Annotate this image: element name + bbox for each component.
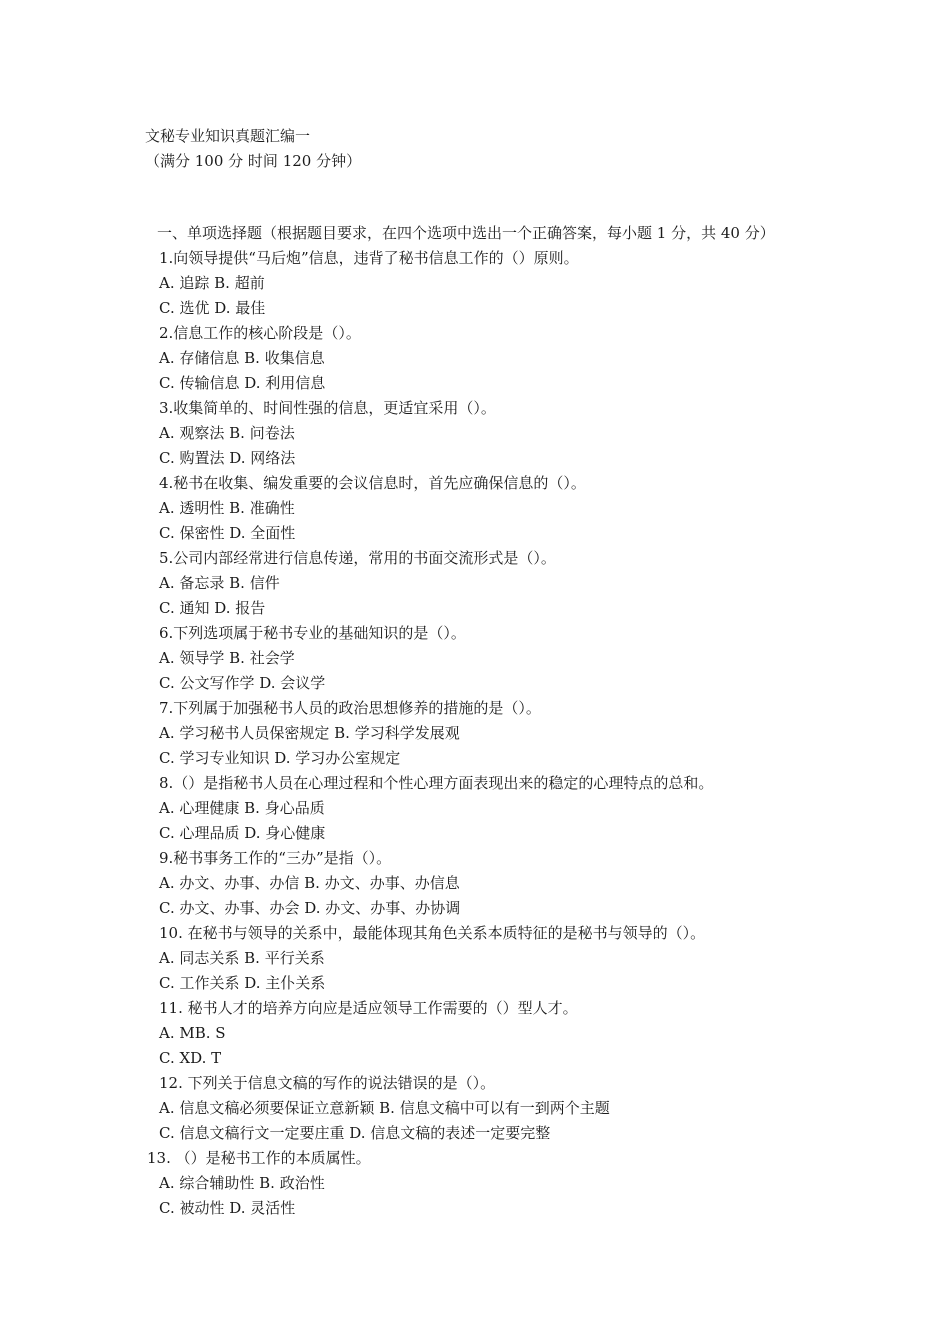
- question-stem: 11. 秘书人才的培养方向应是适应领导工作需要的（）型人才。: [159, 999, 578, 1017]
- section-heading: 一、单项选择题（根据题目要求，在四个选项中选出一个正确答案，每小题 1 分，共 40 分）: [157, 224, 775, 242]
- question-6: [145, 621, 935, 696]
- question-options-cd: C. 信息文稿行文一定要庄重 D. 信息文稿的表述一定要完整: [159, 1124, 551, 1142]
- question-options-cd: C. XD. T: [159, 1049, 222, 1067]
- question-5: [145, 546, 935, 621]
- question-options-cd: C. 工作关系 D. 主仆关系: [159, 974, 326, 992]
- question-options-ab: A. 综合辅助性 B. 政治性: [159, 1174, 325, 1192]
- question-options-ab: A. 同志关系 B. 平行关系: [159, 949, 325, 967]
- question-options-ab: A. 透明性 B. 准确性: [159, 499, 295, 517]
- question-stem: 9.秘书事务工作的“三办”是指（）。: [159, 849, 392, 867]
- question-options-cd: C. 选优 D. 最佳: [159, 299, 266, 317]
- question-options-ab: A. 办文、办事、办信 B. 办文、办事、办信息: [159, 874, 460, 892]
- question-options-cd: C. 办文、办事、办会 D. 办文、办事、办协调: [159, 899, 461, 917]
- question-stem: 8.（）是指秘书人员在心理过程和个性心理方面表现出来的稳定的心理特点的总和。: [159, 774, 714, 792]
- question-options-ab: A. 存储信息 B. 收集信息: [159, 349, 325, 367]
- question-options-cd: C. 公文写作学 D. 会议学: [159, 674, 326, 692]
- question-options-ab: A. 追踪 B. 超前: [159, 274, 265, 292]
- question-12: [145, 1071, 935, 1146]
- question-stem: 5.公司内部经常进行信息传递，常用的书面交流形式是（）。: [159, 549, 556, 567]
- question-3: [145, 396, 935, 471]
- question-1: [145, 246, 935, 321]
- question-9: [145, 846, 935, 921]
- question-10: [145, 921, 935, 996]
- exam-content: [145, 221, 935, 1221]
- document-header: [145, 124, 361, 174]
- question-13: [145, 1146, 935, 1221]
- question-options-ab: A. 领导学 B. 社会学: [159, 649, 295, 667]
- question-11: [145, 996, 935, 1071]
- question-options-cd: C. 保密性 D. 全面性: [159, 524, 296, 542]
- question-stem: 10. 在秘书与领导的关系中，最能体现其角色关系本质特征的是秘书与领导的（）。: [159, 924, 706, 942]
- question-options-ab: A. 观察法 B. 问卷法: [159, 424, 295, 442]
- question-options-ab: A. 信息文稿必须要保证立意新颖 B. 信息文稿中可以有一到两个主题: [159, 1099, 610, 1117]
- question-stem: 1.向领导提供“马后炮”信息，违背了秘书信息工作的（）原则。: [159, 249, 579, 267]
- question-2: [145, 321, 935, 396]
- document-title: 文秘专业知识真题汇编一: [145, 127, 311, 145]
- question-stem: 2.信息工作的核心阶段是（）。: [159, 324, 361, 342]
- question-options-ab: A. 备忘录 B. 信件: [159, 574, 280, 592]
- question-7: [145, 696, 935, 771]
- question-stem: 12. 下列关于信息文稿的写作的说法错误的是（）。: [159, 1074, 496, 1092]
- question-stem: 6.下列选项属于秘书专业的基础知识的是（）。: [159, 624, 466, 642]
- question-options-cd: C. 通知 D. 报告: [159, 599, 266, 617]
- document-subtitle: （满分 100 分 时间 120 分钟）: [145, 152, 362, 170]
- question-options-ab: A. MB. S: [159, 1024, 226, 1042]
- question-stem: 3.收集简单的、时间性强的信息，更适宜采用（）。: [159, 399, 496, 417]
- question-options-ab: A. 心理健康 B. 身心品质: [159, 799, 325, 817]
- question-options-cd: C. 心理品质 D. 身心健康: [159, 824, 326, 842]
- question-options-cd: C. 被动性 D. 灵活性: [159, 1199, 296, 1217]
- question-stem: 13. （）是秘书工作的本质属性。: [147, 1149, 371, 1167]
- question-8: [145, 771, 935, 846]
- question-stem: 4.秘书在收集、编发重要的会议信息时，首先应确保信息的（）。: [159, 474, 586, 492]
- question-options-ab: A. 学习秘书人员保密规定 B. 学习科学发展观: [159, 724, 460, 742]
- question-options-cd: C. 购置法 D. 网络法: [159, 449, 296, 467]
- question-4: [145, 471, 935, 546]
- question-options-cd: C. 传输信息 D. 利用信息: [159, 374, 326, 392]
- question-stem: 7.下列属于加强秘书人员的政治思想修养的措施的是（）。: [159, 699, 541, 717]
- question-options-cd: C. 学习专业知识 D. 学习办公室规定: [159, 749, 401, 767]
